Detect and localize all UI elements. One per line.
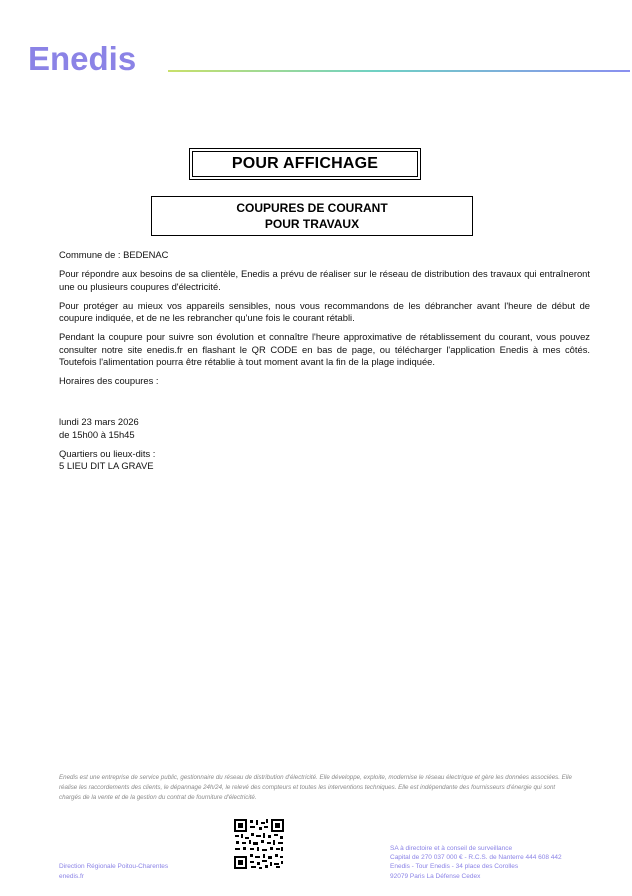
- footer-company-type: SA à directoire et à conseil de surveillance: [390, 845, 513, 852]
- quartiers-label: Quartiers ou lieux-dits :: [59, 447, 156, 459]
- outage-location: 5 LIEU DIT LA GRAVE: [59, 460, 154, 471]
- enedis-logo-wordmark: Enedis: [28, 40, 137, 76]
- commune-line: Commune de : BEDENAC: [59, 249, 169, 260]
- footer-direction: Direction Régionale Poitou-Charentes: [59, 863, 169, 870]
- affichage-box: [189, 148, 421, 180]
- outage-time: de 15h00 à 15h45: [59, 428, 135, 440]
- enedis-logo-graphic: [28, 40, 166, 76]
- notice-body: [59, 249, 590, 479]
- footer-address-line2: 92079 Paris La Défense Cedex: [390, 872, 481, 880]
- footer-website-link[interactable]: enedis.fr: [59, 872, 84, 880]
- qr-code-icon[interactable]: [233, 818, 285, 870]
- affichage-title: POUR AFFICHAGE: [192, 151, 418, 177]
- footer-address-line1: Enedis - Tour Enedis - 34 place des Corolles: [390, 863, 519, 871]
- logo-underline: [168, 70, 630, 72]
- paragraph-suivi: Pendant la coupure pour suivre son évolution et connaître l'heure approximative de rétablissement du courant, vous pouvez consulter notre site enedis.fr en flashant le QR CODE en bas de page, ou télécharger l'application Enedis à mes côtés. Toutefois l'alimentation pourra être rétablie à tout moment avant la fin de la plage indiquée.: [59, 331, 590, 367]
- footer-right: [390, 844, 562, 881]
- paragraph-protection: Pour protéger au mieux vos appareils sensibles, nous vous recommandons de les débrancher avant l'heure de début de coupure indiquée, et de ne les rebrancher qu'une fois le courant rétabli.: [59, 299, 590, 323]
- footer-capital: Capital de 270 037 000 € - R.C.S. de Nanterre 444 608 442: [390, 854, 562, 862]
- footer-left: [59, 862, 168, 881]
- outage-date: lundi 23 mars 2026: [59, 416, 139, 427]
- coupures-title-line1: COUPURES DE COURANT: [236, 201, 388, 215]
- coupures-box: [151, 196, 473, 236]
- spacer: [59, 394, 590, 416]
- legal-notice: Enedis est une entreprise de service public, gestionnaire du réseau de distribution d'électricité. Elle développe, exploite, modernise le réseau électrique et gère les données associées. Elle réalise les raccordements des clients, le dépannage 24h/24, le relevé des compteurs et toutes les interventions techniques. Elle est indépendante des fournisseurs d'énergie qui sont chargés de la vente et de la gestion du contrat de fourniture d'électricité.: [59, 774, 572, 801]
- paragraph-besoins: Pour répondre aux besoins de sa clientèle, Enedis a prévu de réaliser sur le réseau de distribution des travaux qui entraîneront une ou plusieurs coupures d'électricité.: [59, 268, 590, 292]
- enedis-logo: [28, 40, 166, 76]
- horaires-label: Horaires des coupures :: [59, 375, 159, 386]
- coupures-title-line2: POUR TRAVAUX: [264, 217, 360, 231]
